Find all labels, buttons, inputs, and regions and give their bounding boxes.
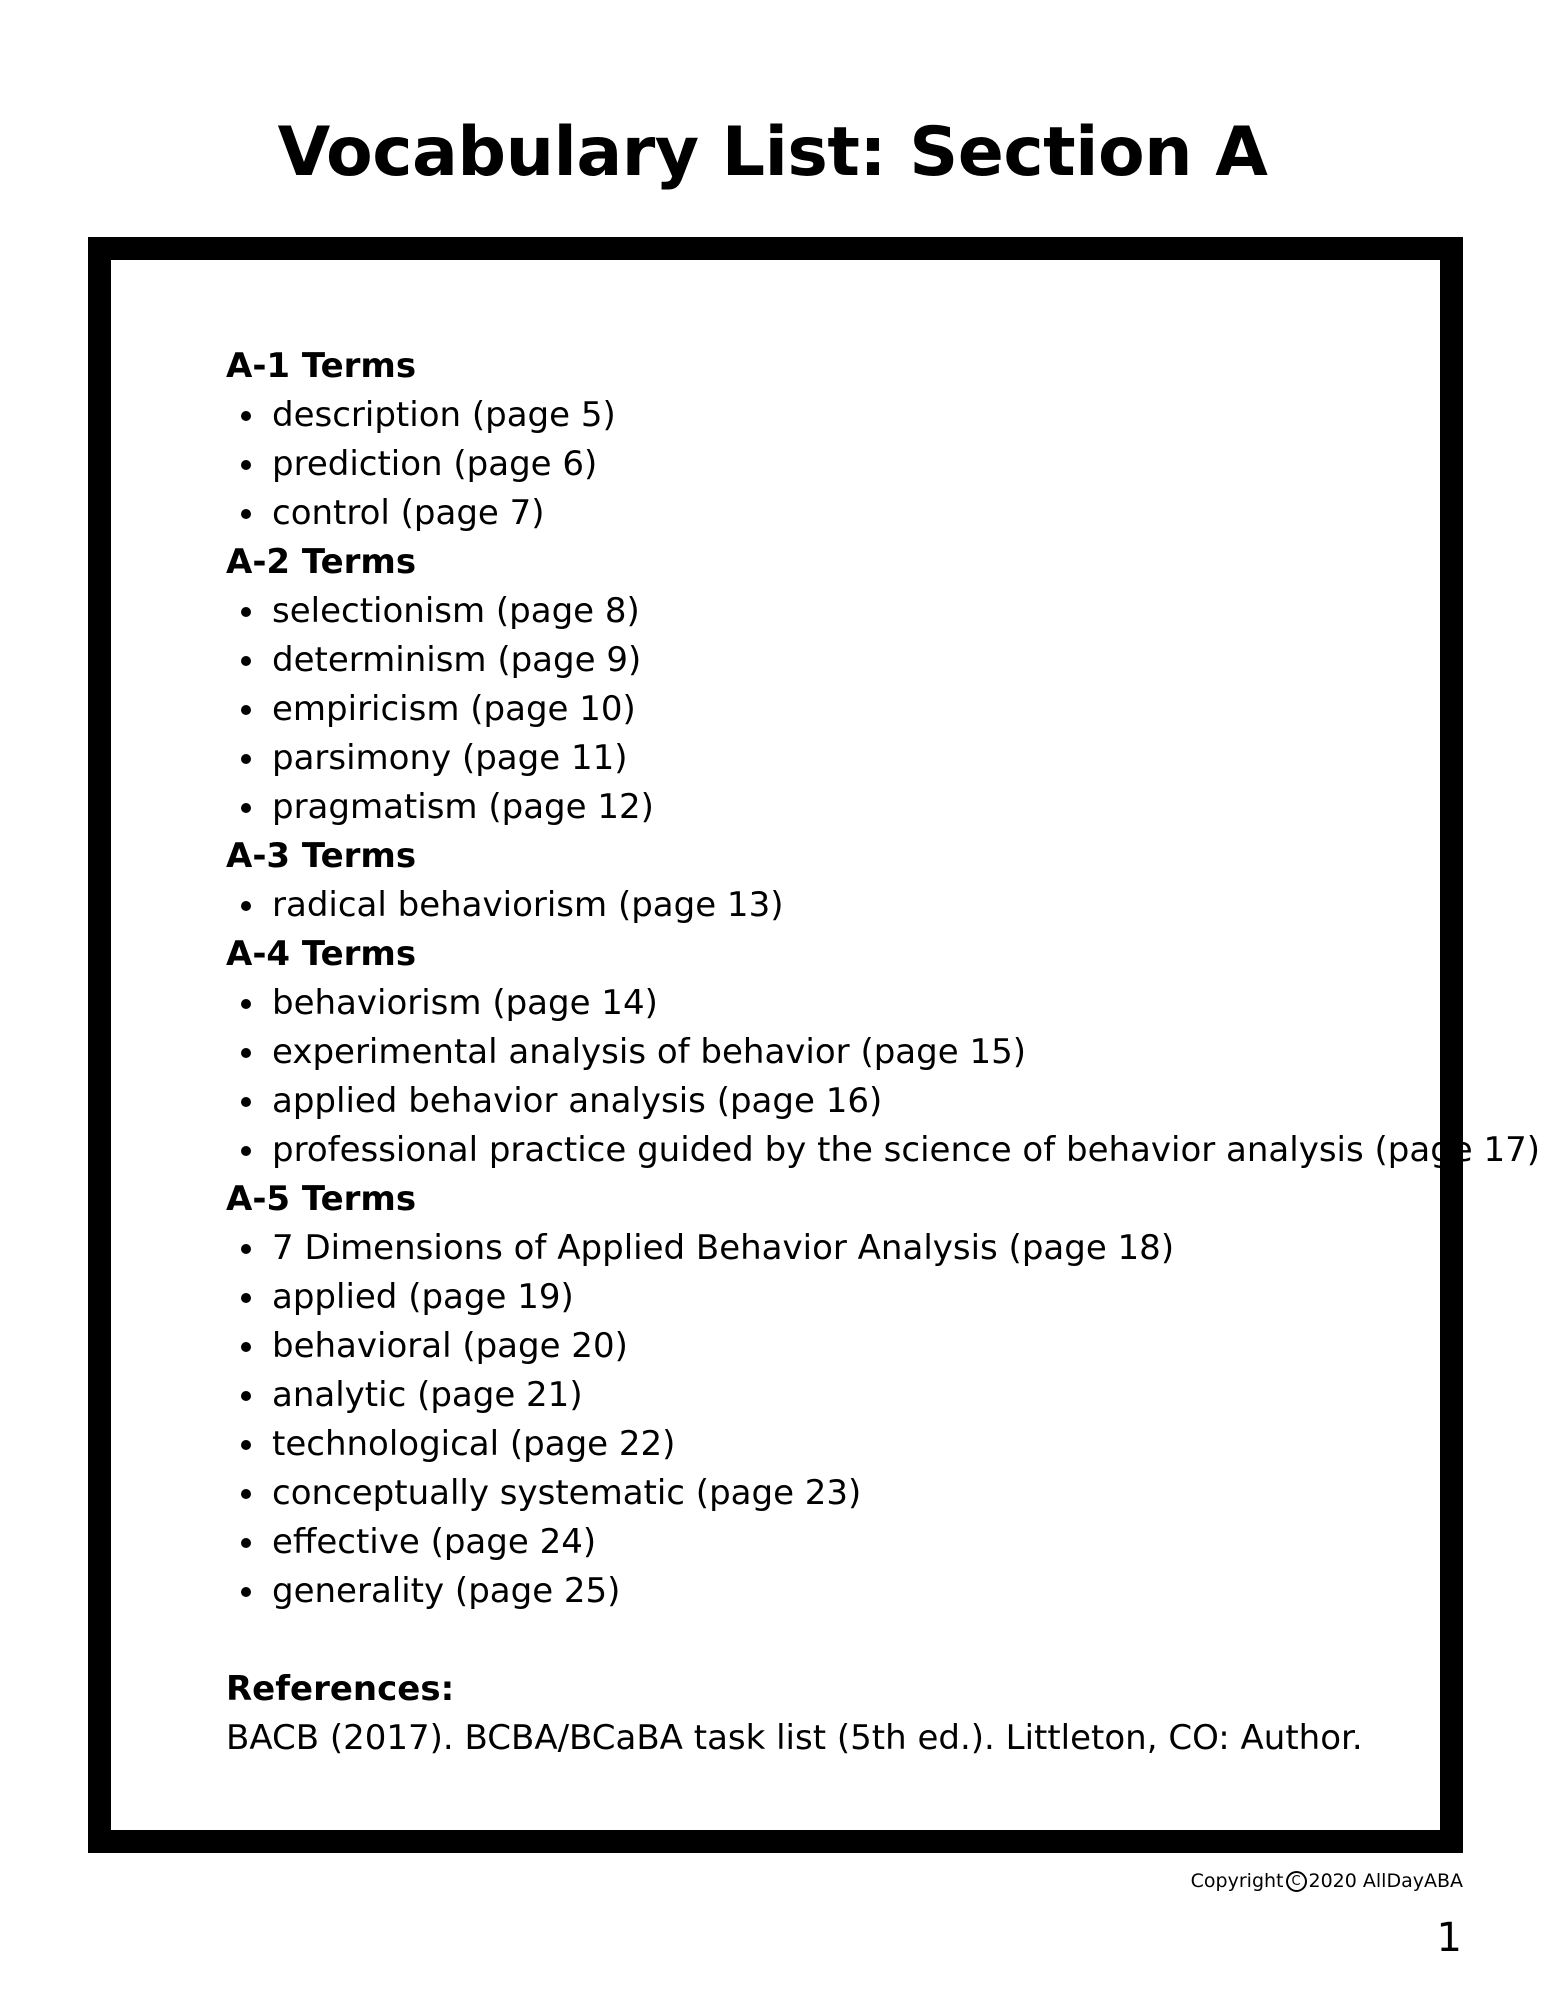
section-a2 bbox=[226, 538, 1456, 832]
term-text: professional practice guided by the science of behavior analysis (page 17) bbox=[272, 1130, 1541, 1170]
references-heading: References: bbox=[226, 1669, 455, 1709]
term-text: prediction (page 6) bbox=[272, 444, 598, 484]
term-item bbox=[226, 783, 1456, 832]
bullet-icon bbox=[241, 754, 251, 764]
term-item bbox=[226, 979, 1456, 1028]
section-heading: A-3 Terms bbox=[226, 836, 417, 876]
page-number: 1 bbox=[1436, 1915, 1462, 1961]
term-text: selectionism (page 8) bbox=[272, 591, 640, 631]
bullet-icon bbox=[241, 1244, 251, 1254]
references-block bbox=[226, 1665, 1456, 1763]
bullet-icon bbox=[241, 411, 251, 421]
term-item bbox=[226, 440, 1456, 489]
reference-citation: BACB (2017). BCBA/BCaBA task list (5th ed.). Littleton, CO: Author. bbox=[226, 1718, 1363, 1758]
copyright-prefix: Copyright bbox=[1190, 1870, 1284, 1892]
bullet-icon bbox=[241, 509, 251, 519]
vocabulary-content bbox=[226, 342, 1541, 1763]
bullet-icon bbox=[241, 607, 251, 617]
section-a1 bbox=[226, 342, 1456, 538]
bullet-icon bbox=[241, 460, 251, 470]
term-text: pragmatism (page 12) bbox=[272, 787, 654, 827]
term-text: effective (page 24) bbox=[272, 1522, 597, 1562]
term-list bbox=[226, 391, 1456, 538]
bullet-icon bbox=[241, 999, 251, 1009]
copyright-suffix: 2020 AllDayABA bbox=[1308, 1870, 1463, 1892]
bullet-icon bbox=[241, 1048, 251, 1058]
bullet-icon bbox=[241, 1440, 251, 1450]
term-item bbox=[226, 636, 1456, 685]
term-text: determinism (page 9) bbox=[272, 640, 642, 680]
bullet-icon bbox=[241, 1097, 251, 1107]
bullet-icon bbox=[241, 1146, 251, 1156]
term-text: empiricism (page 10) bbox=[272, 689, 636, 729]
term-list bbox=[226, 1224, 1456, 1616]
term-text: applied behavior analysis (page 16) bbox=[272, 1081, 883, 1121]
term-item bbox=[226, 1322, 1456, 1371]
bullet-icon bbox=[241, 1489, 251, 1499]
term-text: behaviorism (page 14) bbox=[272, 983, 658, 1023]
term-text: 7 Dimensions of Applied Behavior Analysis (page 18) bbox=[272, 1228, 1175, 1268]
section-heading: A-4 Terms bbox=[226, 934, 417, 974]
copyright-notice bbox=[1191, 1868, 1463, 1894]
vocabulary-frame bbox=[88, 237, 1541, 1853]
bullet-icon bbox=[241, 1342, 251, 1352]
term-item bbox=[226, 1518, 1456, 1567]
term-item bbox=[226, 734, 1456, 783]
bullet-icon bbox=[241, 1587, 251, 1597]
term-text: technological (page 22) bbox=[272, 1424, 676, 1464]
bullet-icon bbox=[241, 803, 251, 813]
term-text: generality (page 25) bbox=[272, 1571, 621, 1611]
term-text: behavioral (page 20) bbox=[272, 1326, 628, 1366]
term-text: radical behaviorism (page 13) bbox=[272, 885, 784, 925]
term-item bbox=[226, 587, 1456, 636]
term-item bbox=[226, 1567, 1456, 1616]
section-heading: A-2 Terms bbox=[226, 542, 417, 582]
term-item bbox=[226, 489, 1456, 538]
term-item bbox=[226, 1224, 1456, 1273]
term-text: control (page 7) bbox=[272, 493, 545, 533]
term-item bbox=[226, 391, 1456, 440]
term-item bbox=[226, 1371, 1456, 1420]
term-list bbox=[226, 979, 1541, 1175]
term-list bbox=[226, 881, 1456, 930]
term-item bbox=[226, 1126, 1541, 1175]
term-text: analytic (page 21) bbox=[272, 1375, 583, 1415]
term-text: experimental analysis of behavior (page 15) bbox=[272, 1032, 1026, 1072]
term-item bbox=[226, 1273, 1456, 1322]
section-heading: A-1 Terms bbox=[226, 346, 417, 386]
term-item bbox=[226, 1469, 1456, 1518]
term-text: description (page 5) bbox=[272, 395, 616, 435]
section-a4 bbox=[226, 930, 1541, 1175]
term-item bbox=[226, 1077, 1456, 1126]
term-text: parsimony (page 11) bbox=[272, 738, 628, 778]
term-item bbox=[226, 881, 1456, 930]
bullet-icon bbox=[241, 705, 251, 715]
bullet-icon bbox=[241, 1538, 251, 1548]
bullet-icon bbox=[241, 656, 251, 666]
page-title: Vocabulary List: Section A bbox=[277, 113, 1268, 192]
section-a3 bbox=[226, 832, 1456, 930]
section-a5 bbox=[226, 1175, 1456, 1616]
bullet-icon bbox=[241, 1293, 251, 1303]
section-heading: A-5 Terms bbox=[226, 1179, 417, 1219]
term-text: conceptually systematic (page 23) bbox=[272, 1473, 862, 1513]
copyright-icon: C bbox=[1286, 1871, 1307, 1892]
term-item bbox=[226, 1028, 1456, 1077]
bullet-icon bbox=[241, 1391, 251, 1401]
term-text: applied (page 19) bbox=[272, 1277, 574, 1317]
term-item bbox=[226, 1420, 1456, 1469]
term-list bbox=[226, 587, 1456, 832]
bullet-icon bbox=[241, 901, 251, 911]
term-item bbox=[226, 685, 1456, 734]
